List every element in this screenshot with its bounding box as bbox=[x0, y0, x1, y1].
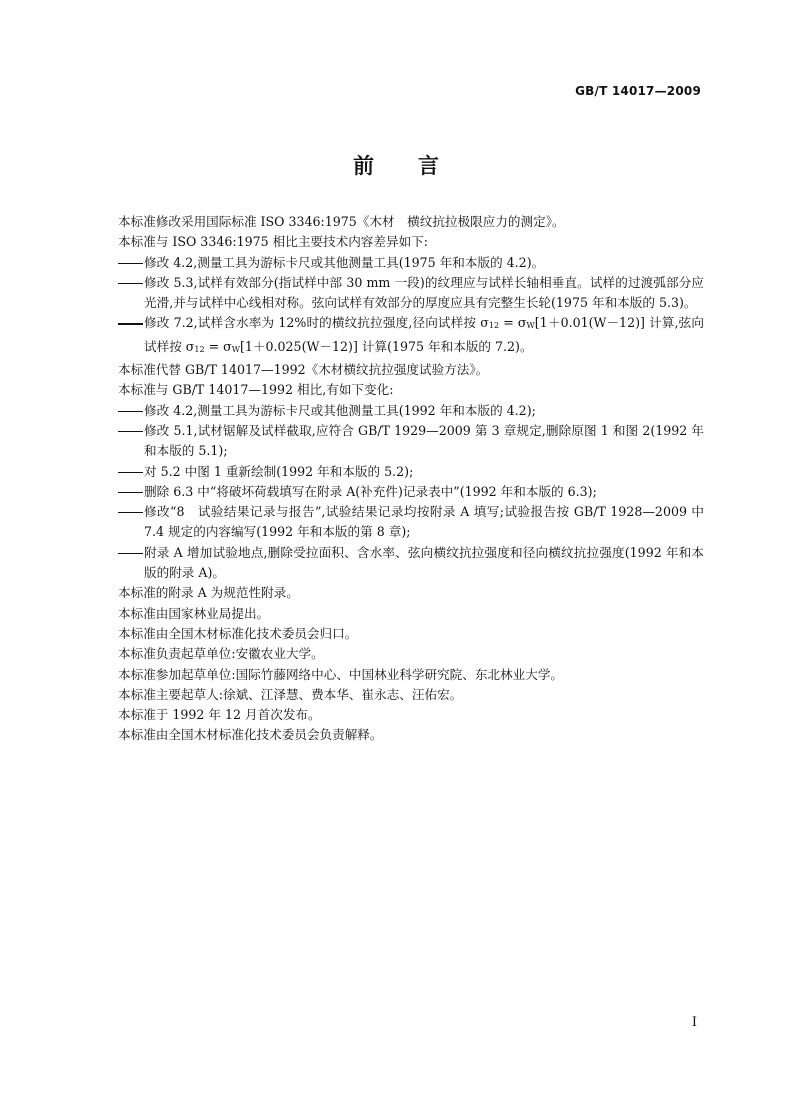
list-item-text: 删除 6.3 中“将破坏荷载填写在附录 A(补充件)记录表中”(1992 年和本版的 6.3); bbox=[144, 483, 597, 499]
formula-text: 修改 7.2,试样含水率为 12%时的横纹抗拉强度,径向试样按 bbox=[144, 315, 481, 331]
subscript-w: W bbox=[231, 344, 240, 354]
formula-list-item bbox=[118, 313, 704, 360]
dash-bullet bbox=[118, 401, 144, 421]
list-item-text: 对 5.2 中图 1 重新绘制(1992 年和本版的 5.2); bbox=[144, 463, 414, 479]
formula-text: 计算(1975 年和本版的 7.2)。 bbox=[357, 338, 533, 354]
dash-bullet bbox=[118, 482, 144, 502]
sigma-symbol: σ bbox=[480, 315, 489, 331]
formula-text: 计算,弦向试样按 bbox=[144, 315, 705, 354]
change-list-item bbox=[118, 462, 704, 482]
body-paragraph: 本标准修改采用国际标准 ISO 3346:1975《木材 横纹抗拉极限应力的测定》。 bbox=[118, 214, 565, 229]
page-title: 前言 bbox=[353, 154, 483, 178]
dash-bullet bbox=[118, 313, 144, 360]
subscript-w: W bbox=[526, 321, 535, 331]
tangential-factor: [1＋0.025(W－12)] bbox=[240, 338, 358, 354]
page-number: I bbox=[691, 1015, 697, 1030]
equals-sign: = bbox=[204, 338, 224, 354]
body-paragraph: 本标准与 ISO 3346:1975 相比主要技术内容差异如下: bbox=[118, 234, 429, 250]
sigma-symbol: σ bbox=[185, 338, 195, 354]
list-item-text: 修改“8 试验结果记录与报告”,试验结果记录均按附录 A 填写;试验报告按 GB/T 1928—2009 中 7.4 规定的内容编写(1992 年和本版的第 8 章); bbox=[144, 504, 704, 540]
subscript-12: 12 bbox=[488, 321, 500, 331]
body-paragraph: 本标准由国家林业局提出。 bbox=[118, 605, 270, 621]
body-paragraph: 本标准主要起草人:徐斌、江泽慧、费本华、崔永志、汪佑宏。 bbox=[118, 686, 463, 702]
dash-bullet bbox=[118, 421, 144, 462]
change-list-item bbox=[118, 273, 704, 314]
change-list-item bbox=[118, 421, 704, 462]
dash-bullet bbox=[118, 253, 144, 273]
body-paragraph: 本标准与 GB/T 14017—1992 相比,有如下变化: bbox=[118, 382, 394, 398]
subscript-12: 12 bbox=[194, 344, 205, 354]
list-item-text: 修改 5.1,试材锯解及试样截取,应符合 GB/T 1929—2009 第 3 章规定,删除原图 1 和图 2(1992 年和本版的 5.1); bbox=[144, 422, 704, 459]
list-item-text bbox=[144, 313, 704, 360]
sigma-symbol: σ bbox=[223, 338, 232, 354]
dash-bullet bbox=[118, 462, 144, 482]
body-paragraph: 本标准的附录 A 为规范性附录。 bbox=[118, 585, 299, 601]
body-paragraph: 本标准负责起草单位:安徽农业大学。 bbox=[118, 646, 324, 662]
list-item-text: 修改 5.3,试样有效部分(指试样中部 30 mm 一段)的纹理应与试样长轴相垂直。试样的过渡弧部分应光滑,并与试样中心线相对称。弦向试样有效部分的厚度应具有完整生长轮(1975 年和本版的 5.3)。 bbox=[144, 274, 704, 311]
radial-factor: [1＋0.01(W－12)] bbox=[534, 315, 645, 331]
change-list-item bbox=[118, 543, 704, 584]
change-list-item bbox=[118, 502, 704, 543]
list-item-text: 附录 A 增加试验地点,删除受拉面积、含水率、弦向横纹抗拉强度和径向横纹抗拉强度(1992 年和本版的附录 A)。 bbox=[144, 544, 704, 581]
preface-content bbox=[118, 212, 704, 746]
change-list-item bbox=[118, 401, 704, 421]
body-paragraph: 本标准由全国木材标准化技术委员会归口。 bbox=[118, 625, 358, 641]
list-item-text: 修改 4.2,测量工具为游标卡尺或其他测量工具(1975 年和本版的 4.2)。 bbox=[144, 254, 545, 270]
change-list-item bbox=[118, 253, 704, 273]
body-paragraph: 本标准参加起草单位:国际竹藤网络中心、中国林业科学研究院、东北林业大学。 bbox=[118, 666, 564, 682]
dash-bullet bbox=[118, 502, 144, 543]
dash-bullet bbox=[118, 273, 144, 314]
equals-sign: = bbox=[499, 315, 518, 331]
body-paragraph: 本标准于 1992 年 12 月首次发布。 bbox=[118, 707, 321, 723]
body-paragraph: 本标准由全国木材标准化技术委员会负责解释。 bbox=[118, 727, 383, 743]
change-list-item bbox=[118, 482, 704, 502]
standard-number: GB/T 14017—2009 bbox=[575, 84, 701, 98]
sigma-symbol: σ bbox=[517, 315, 527, 331]
dash-bullet bbox=[118, 543, 144, 584]
list-item-text: 修改 4.2,测量工具为游标卡尺或其他测量工具(1992 年和本版的 4.2); bbox=[144, 402, 536, 418]
body-paragraph: 本标准代替 GB/T 14017—1992《木材横纹抗拉强度试验方法》。 bbox=[118, 362, 489, 378]
